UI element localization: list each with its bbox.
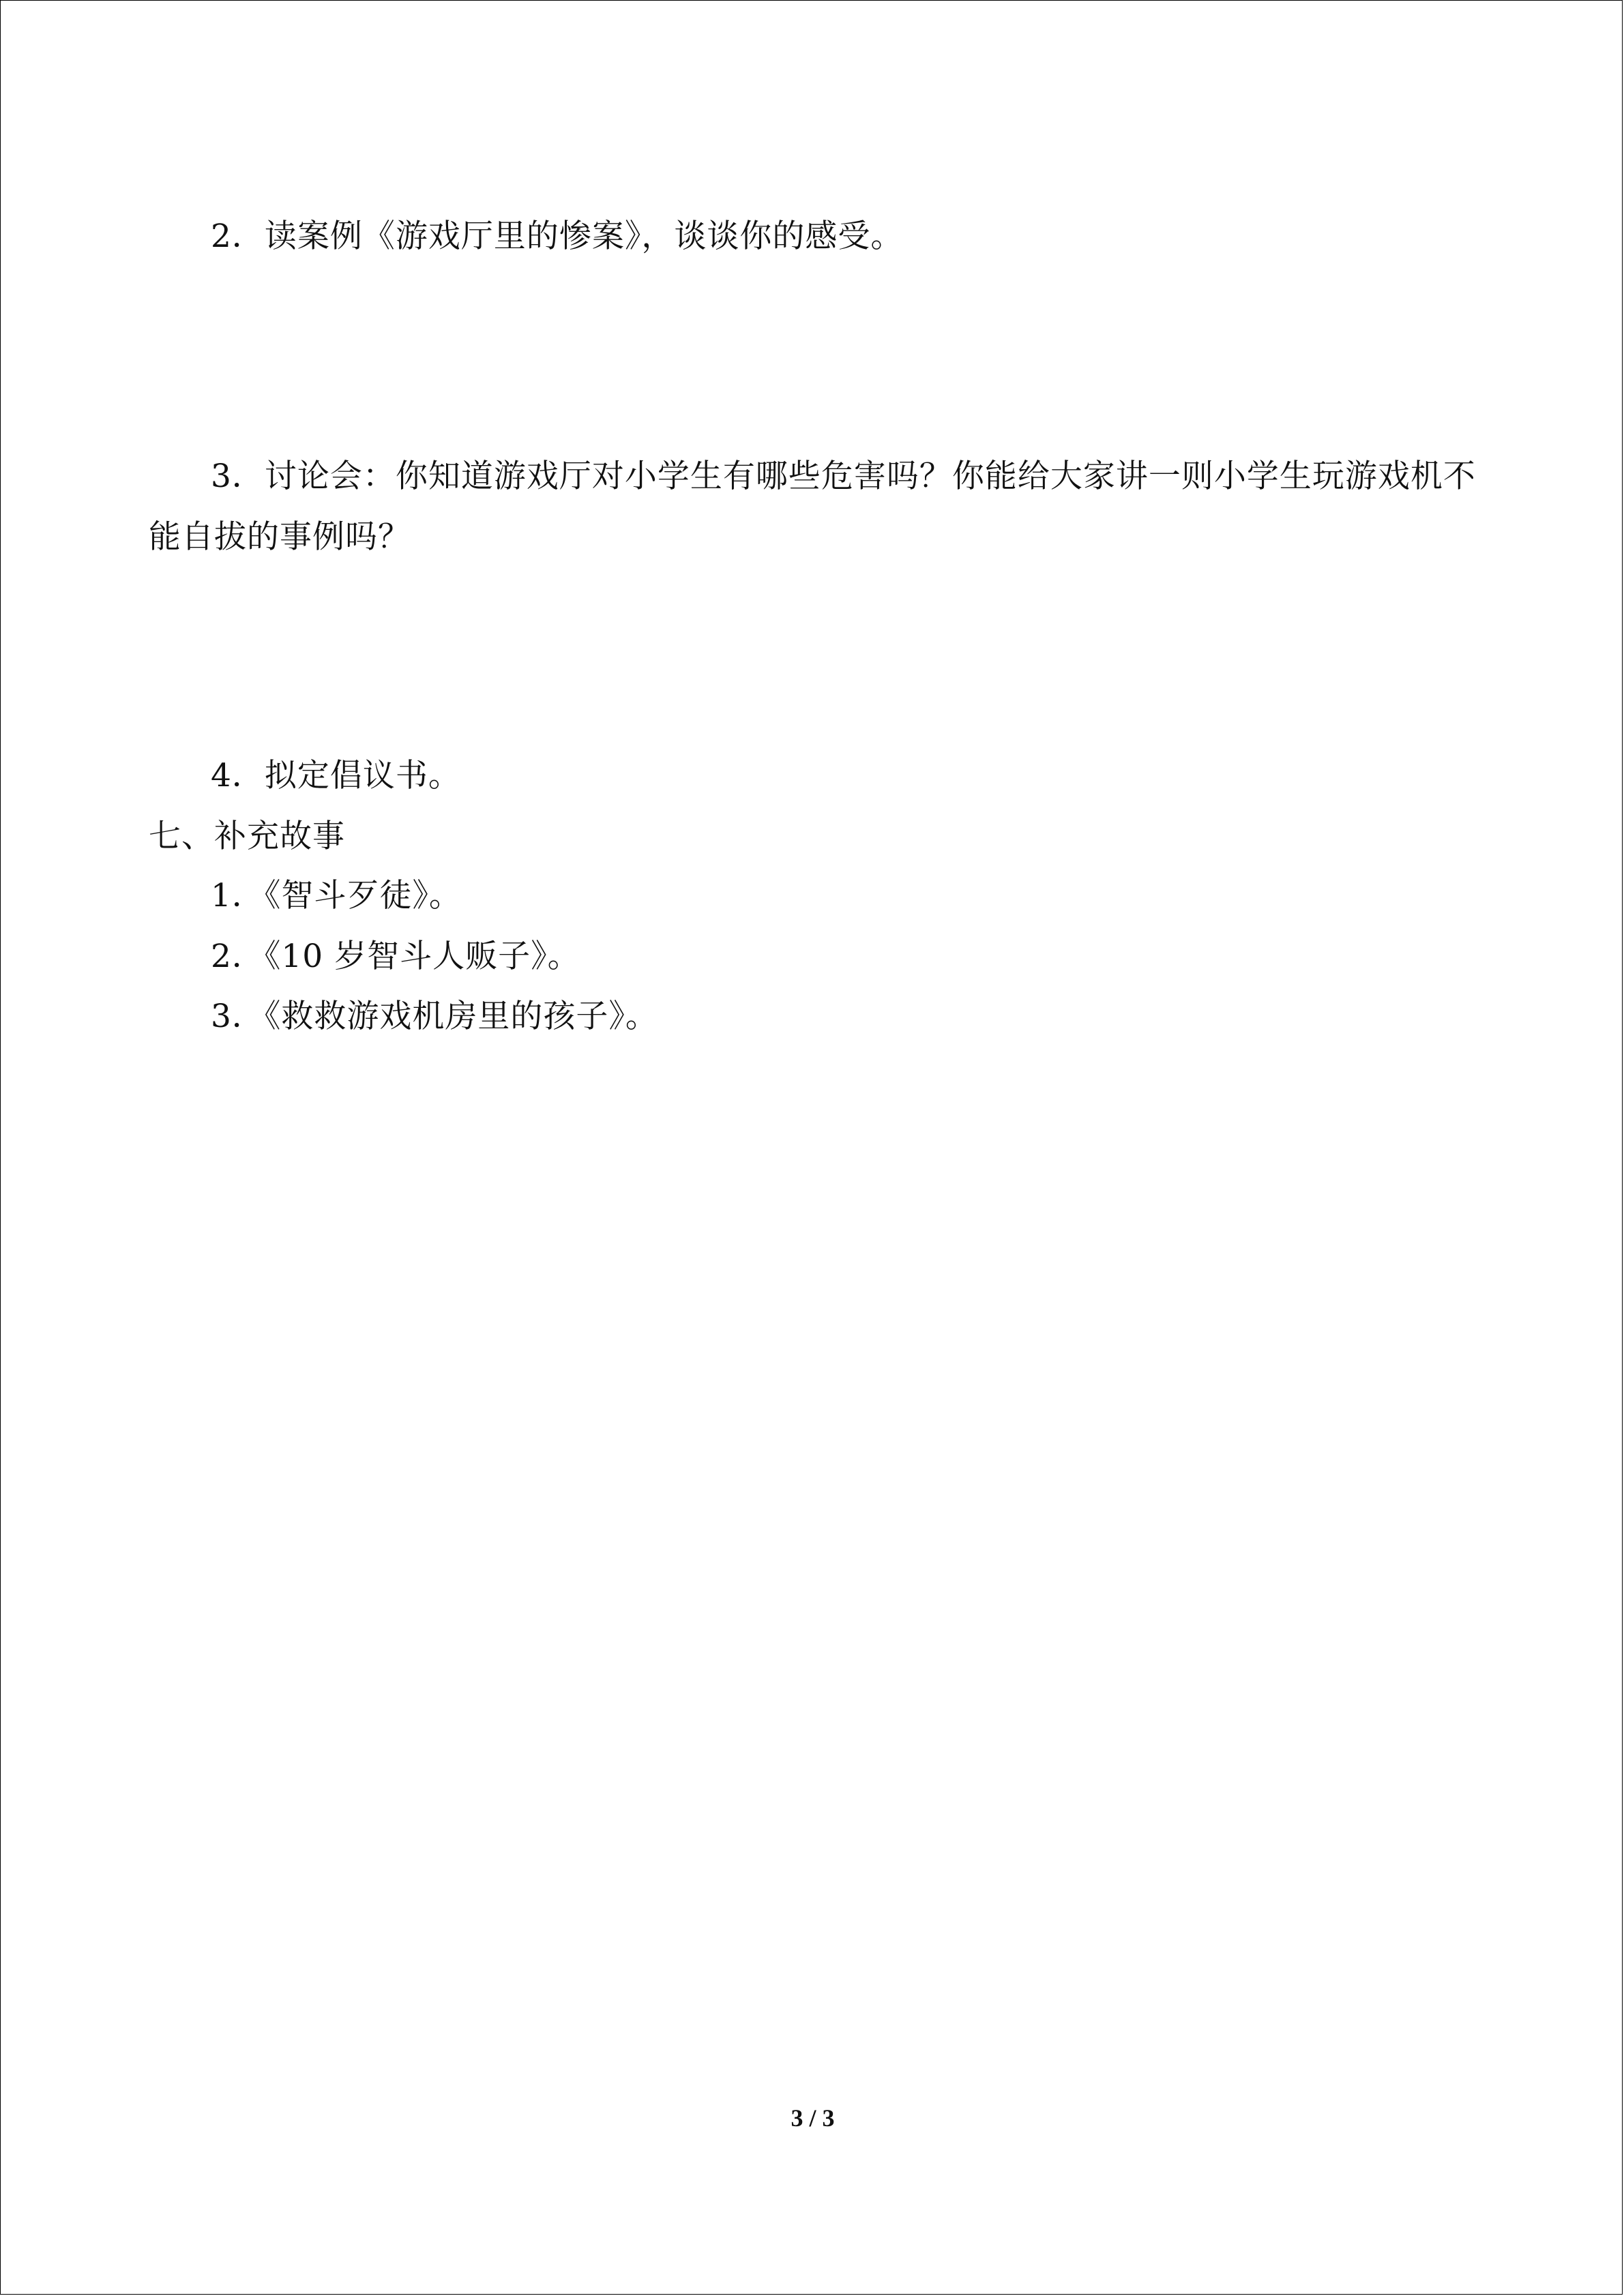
section-7-heading: 七、补充故事 (149, 818, 345, 855)
item-3-text-line-2: 能自拔的事例吗？ (149, 518, 411, 556)
page-number: 3 / 3 (791, 2104, 835, 2132)
story-item-2: 2．《10 岁智斗人贩子》。 (211, 938, 580, 975)
item-2-text: 2．读案例《游戏厅里的惨案》，谈谈你的感受。 (211, 218, 904, 255)
item-4-text: 4．拟定倡议书。 (211, 757, 461, 794)
item-3-text-line-1: 3．讨论会：你知道游戏厅对小学生有哪些危害吗？你能给大家讲一则小学生玩游戏机不 (211, 458, 1476, 495)
story-item-1: 1．《智斗歹徒》。 (211, 877, 462, 914)
story-item-3: 3．《救救游戏机房里的孩子》。 (211, 998, 658, 1035)
